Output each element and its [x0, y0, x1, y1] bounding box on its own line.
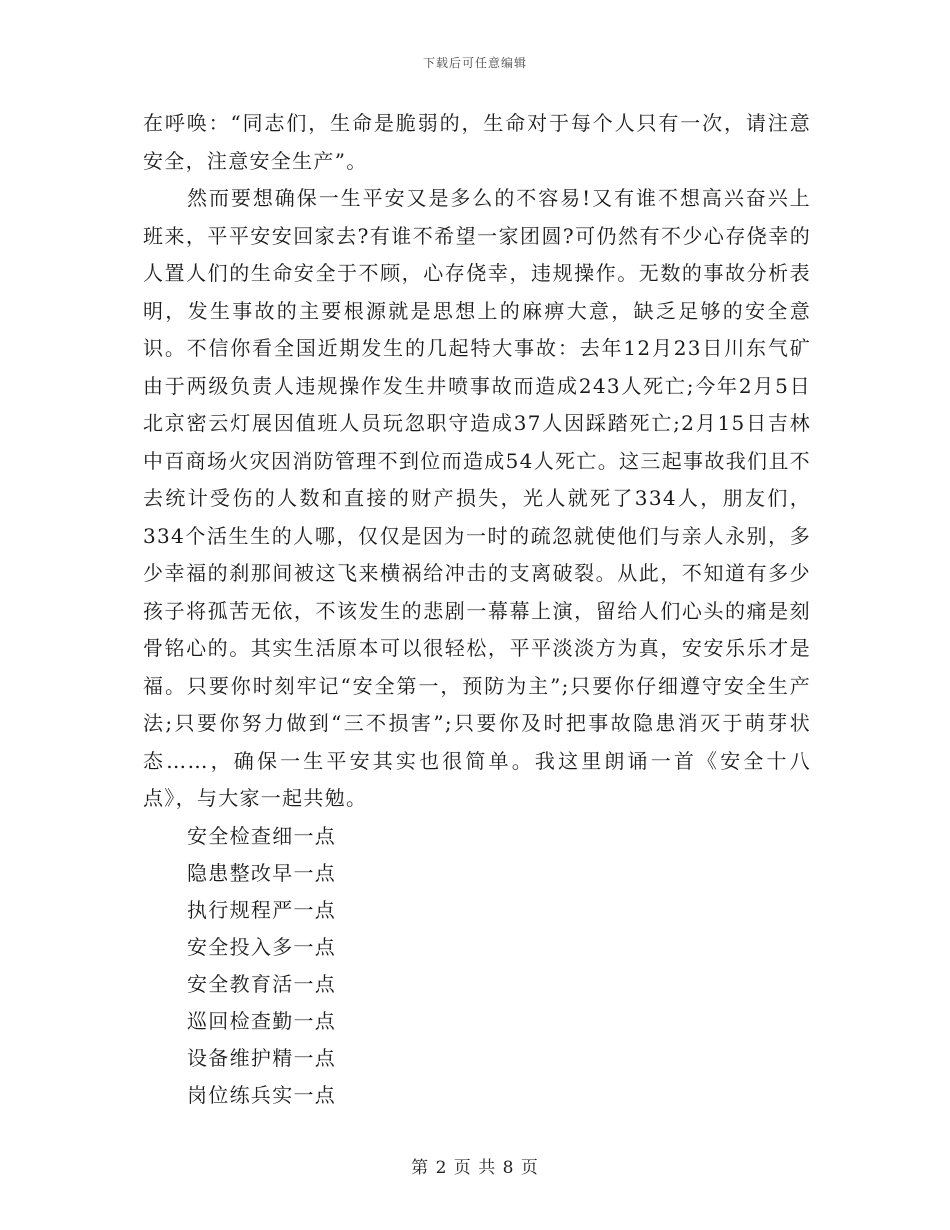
page-number-footer: 第 2 页 共 8 页	[411, 1158, 539, 1178]
poem-line: 安全检查细一点	[187, 823, 337, 848]
poem-line: 隐患整改早一点	[187, 860, 337, 885]
paragraph-continuation: 在呼唤：“同志们，生命是脆弱的，生命对于每个人只有一次，请注意安全，注意安全生产”。	[143, 111, 811, 173]
page-header-note: 下载后可任意编辑	[422, 56, 527, 70]
poem-safety-eighteen-points	[143, 818, 811, 1114]
poem-line: 安全投入多一点	[187, 934, 337, 959]
poem-line: 巡回检查勤一点	[187, 1008, 337, 1033]
poem-line: 执行规程严一点	[187, 897, 337, 922]
poem-line: 安全教育活一点	[187, 971, 337, 996]
paragraph-main: 然而要想确保一生平安又是多么的不容易!又有谁不想高兴奋兴上班来，平平安安回家去?有谁不希望一家团圆?可仍然有不少心存侥幸的人置人们的生命安全于不顾，心存侥幸，违规操作。无数的事故分析表明，发生事故的主要根源就是思想上的麻痹大意，缺乏足够的安全意识。不信你看全国近期发生的几起特大事故：去年12月23日川东气矿由于两级负责人违规操作发生井喷事故而造成243人死亡;今年2月5日北京密云灯展因值班人员玩忽职守造成37人因踩踏死亡;2月15日吉林中百商场火灾因消防管理不到位而造成54人死亡。这三起事故我们且不去统计受伤的人数和直接的财产损失，光人就死了334人，朋友们，334个活生生的人哪，仅仅是因为一时的疏忽就使他们与亲人永别，多少幸福的刹那间被这飞来横祸给冲击的支离破裂。从此，不知道有多少孩子将孤苦无依，不该发生的悲剧一幕幕上演，留给人们心头的痛是刻骨铭心的。其实生活原本可以很轻松，平平淡淡方为真，安安乐乐才是福。只要你时刻牢记“安全第一，预防为主”;只要你仔细遵守安全生产法;只要你努力做到“三不损害”;只要你及时把事故隐患消灭于萌芽状态……，确保一生平安其实也很简单。我这里朗诵一首《安全十八点》，与大家一起共勉。	[143, 186, 811, 810]
poem-line: 设备维护精一点	[187, 1045, 337, 1070]
poem-line: 岗位练兵实一点	[187, 1082, 337, 1107]
document-body	[143, 105, 811, 1114]
